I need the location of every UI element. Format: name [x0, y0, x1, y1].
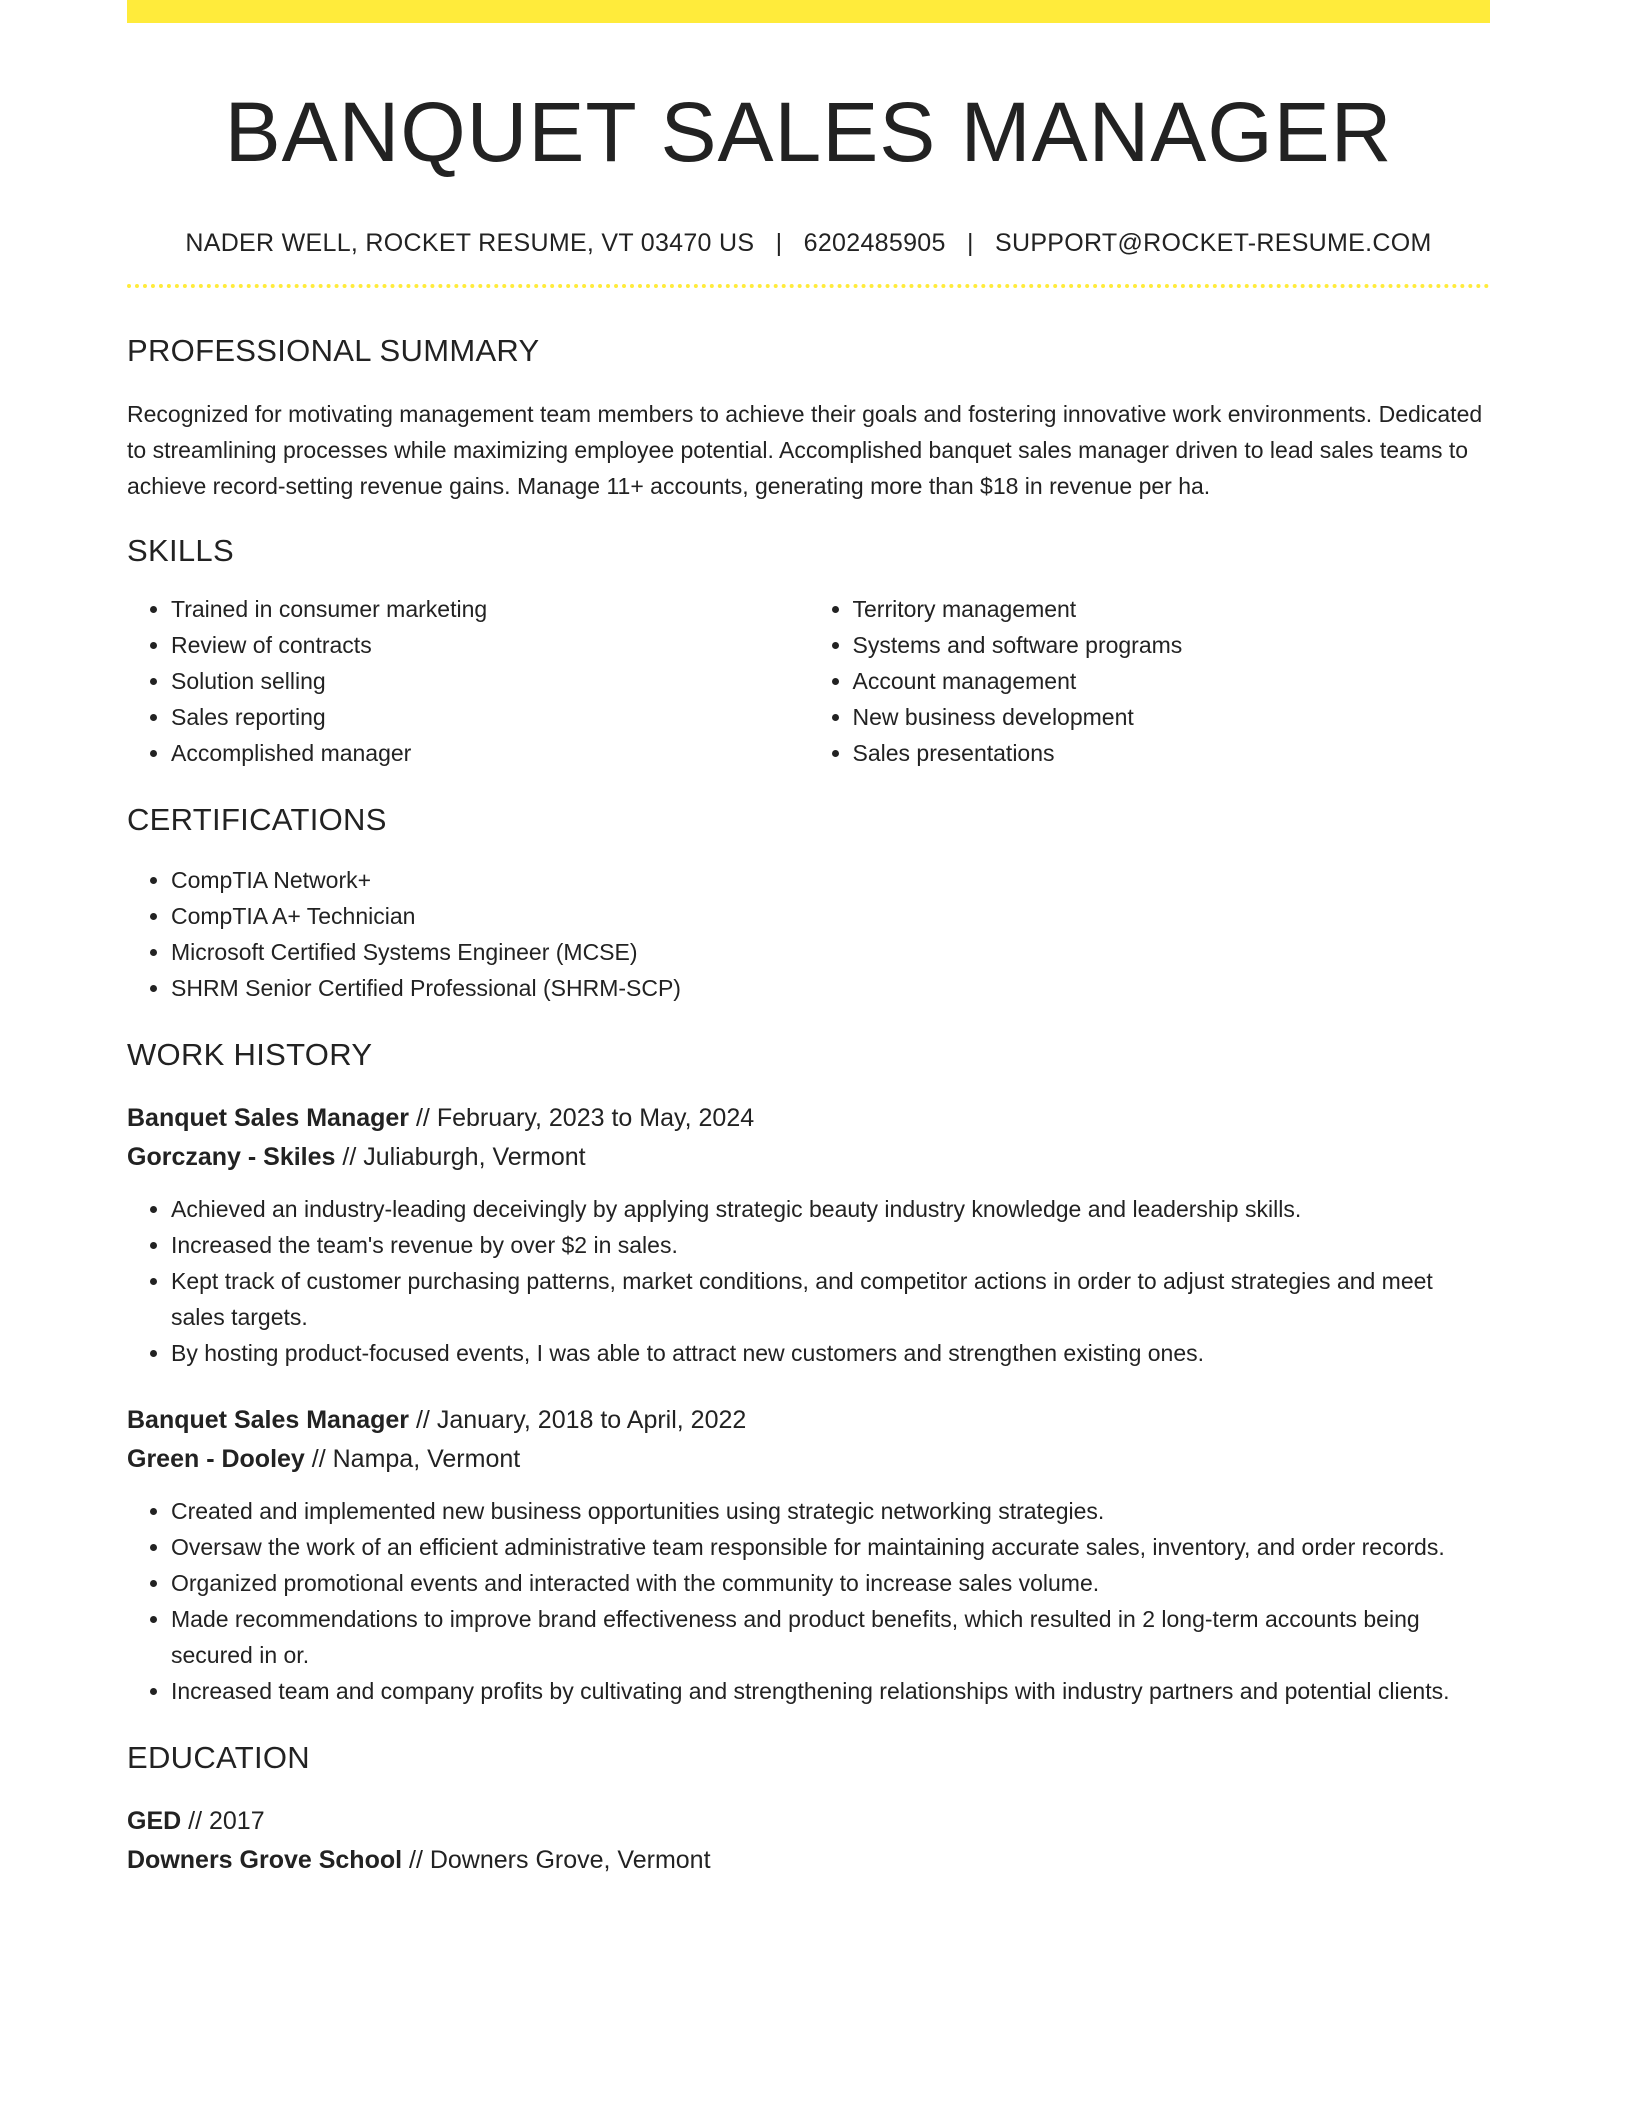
job-location: // Nampa, Vermont — [311, 1445, 521, 1474]
section-title-education: EDUCATION — [127, 1740, 310, 1776]
education-school-line — [127, 1841, 1490, 1880]
skill-item: • Territory management — [853, 591, 1491, 627]
job-bullet: • Kept track of customer purchasing patterns, market conditions, and competitor actions in order to adjust strategies and meet sales targets. — [171, 1263, 1490, 1335]
contact-address: NADER WELL, ROCKET RESUME, VT 03470 US — [185, 229, 755, 258]
contact-phone: 6202485905 — [803, 229, 946, 258]
contact-separator: | — [775, 229, 783, 258]
job-role-line — [127, 1099, 1490, 1138]
section-title-certifications: CERTIFICATIONS — [127, 801, 387, 837]
job-location: // Juliaburgh, Vermont — [342, 1143, 586, 1172]
job-bullet: • Oversaw the work of an efficient administrative team responsible for maintaining accurate sales, inventory, and order records. — [171, 1529, 1490, 1565]
job-role: Banquet Sales Manager — [127, 1406, 410, 1435]
education-year: // 2017 — [188, 1807, 265, 1836]
summary-text: Recognized for motivating management team members to achieve their goals and fostering innovative work environments. Dedicated to streamlining processes while maximizing employee potential. Accomplished banquet sales manager driven to lead sales teams to achieve record-setting revenue gains. Manage 11+ accounts, generating more than $18 in revenue per ha. — [127, 400, 1483, 499]
skill-item: • Account management — [853, 663, 1491, 699]
certification-item: • CompTIA A+ Technician — [171, 898, 1490, 934]
skill-item: • Sales reporting — [171, 699, 809, 735]
education-location: // Downers Grove, Vermont — [409, 1846, 711, 1875]
section-title-summary: PROFESSIONAL SUMMARY — [127, 333, 540, 369]
section-title-skills: SKILLS — [127, 532, 234, 568]
job-bullets — [127, 1191, 1490, 1371]
job-company: Gorczany - Skiles — [127, 1143, 336, 1172]
job-dates: // January, 2018 to April, 2022 — [415, 1406, 747, 1435]
contact-email: SUPPORT@ROCKET-RESUME.COM — [994, 229, 1432, 258]
skill-item: • New business development — [853, 699, 1491, 735]
job-company-line — [127, 1138, 1490, 1177]
education-degree-line — [127, 1802, 1490, 1841]
dotted-divider — [127, 284, 1490, 288]
education-entry — [127, 1802, 1490, 1880]
job-entry — [127, 1099, 1490, 1371]
skill-item: • Trained in consumer marketing — [171, 591, 809, 627]
job-dates: // February, 2023 to May, 2024 — [415, 1104, 755, 1133]
skills-list-right — [809, 591, 1491, 771]
job-bullet: • Organized promotional events and interacted with the community to increase sales volume. — [171, 1565, 1490, 1601]
education-school: Downers Grove School — [127, 1846, 403, 1875]
job-role: Banquet Sales Manager — [127, 1104, 410, 1133]
skill-item: • Solution selling — [171, 663, 809, 699]
job-company: Green - Dooley — [127, 1445, 305, 1474]
skill-item: • Sales presentations — [853, 735, 1491, 771]
certification-item: • CompTIA Network+ — [171, 862, 1490, 898]
certification-item: • SHRM Senior Certified Professional (SHRM-SCP) — [171, 970, 1490, 1006]
contact-line — [127, 228, 1490, 258]
job-bullet: • Achieved an industry-leading deceivingly by applying strategic beauty industry knowledge and leadership skills. — [171, 1191, 1490, 1227]
skills-list-left — [127, 591, 809, 771]
accent-top-bar — [127, 0, 1490, 23]
skills-columns — [127, 591, 1490, 771]
resume-title: BANQUET SALES MANAGER — [224, 85, 1393, 179]
certification-item: • Microsoft Certified Systems Engineer (MCSE) — [171, 934, 1490, 970]
job-bullet: • Increased team and company profits by cultivating and strengthening relationships with industry partners and potential clients. — [171, 1673, 1490, 1709]
contact-separator: | — [966, 229, 974, 258]
job-bullet: • By hosting product-focused events, I was able to attract new customers and strengthen existing ones. — [171, 1335, 1490, 1371]
skill-item: • Accomplished manager — [171, 735, 809, 771]
education-degree: GED — [127, 1807, 182, 1836]
job-bullets — [127, 1493, 1490, 1709]
resume-page — [127, 0, 1490, 1880]
job-bullet: • Increased the team's revenue by over $2 in sales. — [171, 1227, 1490, 1263]
job-bullet: • Made recommendations to improve brand effectiveness and product benefits, which resulted in 2 long-term accounts being secured in or. — [171, 1601, 1490, 1673]
skill-item: • Systems and software programs — [853, 627, 1491, 663]
skill-item: • Review of contracts — [171, 627, 809, 663]
section-title-work-history: WORK HISTORY — [127, 1036, 373, 1072]
job-bullet: • Created and implemented new business opportunities using strategic networking strategies. — [171, 1493, 1490, 1529]
job-entry — [127, 1401, 1490, 1709]
job-company-line — [127, 1440, 1490, 1479]
certifications-list — [127, 862, 1490, 1006]
job-role-line — [127, 1401, 1490, 1440]
